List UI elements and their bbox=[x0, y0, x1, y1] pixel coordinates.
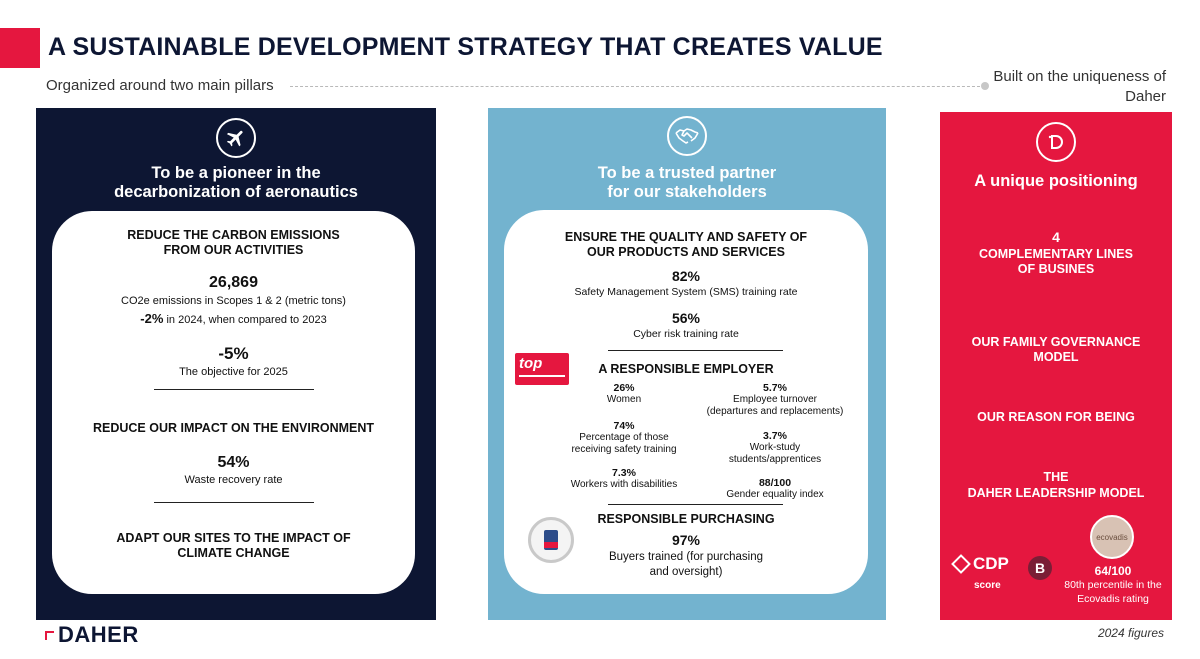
objective-value: -5% bbox=[218, 344, 249, 363]
pillar1-title-line1: To be a pioneer in the bbox=[151, 164, 321, 182]
figures-footnote: 2024 figures bbox=[1097, 626, 1164, 640]
lines-label-l1: COMPLEMENTARY LINES bbox=[979, 247, 1133, 261]
emissions-label: CO2e emissions in Scopes 1 & 2 (metric tons) bbox=[121, 295, 346, 307]
stat-work-study bbox=[690, 430, 860, 466]
buyers-value: 97% bbox=[671, 532, 701, 548]
stat-value: 7.3% bbox=[612, 467, 636, 479]
lines-label-l2: OF BUSINES bbox=[1017, 262, 1095, 276]
quality-section-title-l2: OUR PRODUCTS AND SERVICES bbox=[587, 245, 785, 259]
pillar-decarbonization bbox=[36, 108, 436, 620]
climate-section-title-l1: ADAPT OUR SITES TO THE IMPACT OF bbox=[116, 531, 351, 545]
ecovadis-medal bbox=[1090, 515, 1134, 559]
carbon-section-title-l1: REDUCE THE CARBON EMISSIONS bbox=[127, 228, 340, 242]
daher-logo bbox=[45, 622, 139, 648]
pillar1-title-line2: decarbonization of aeronautics bbox=[114, 183, 358, 201]
daher-wordmark: DAHER bbox=[58, 622, 139, 647]
stat-label: Percentage of those bbox=[579, 432, 669, 443]
governance-l1: OUR FAMILY GOVERNANCE bbox=[971, 335, 1141, 349]
divider bbox=[154, 502, 314, 503]
lines-value: 4 bbox=[1052, 229, 1060, 245]
stat-turnover bbox=[690, 382, 860, 418]
purchasing-section-title: RESPONSIBLE PURCHASING bbox=[597, 512, 775, 526]
daher-mark-icon bbox=[45, 631, 54, 640]
accent-bar bbox=[0, 28, 40, 68]
stat-label: receiving safety training bbox=[571, 444, 677, 455]
daher-d-icon bbox=[1036, 122, 1076, 162]
divider bbox=[608, 350, 783, 351]
environment-section-title: REDUCE OUR IMPACT ON THE ENVIRONMENT bbox=[92, 421, 375, 435]
buyers-label-l2: and oversight) bbox=[649, 566, 723, 578]
stat-label: Workers with disabilities bbox=[570, 479, 678, 490]
stat-value: 26% bbox=[613, 382, 635, 394]
stat-gender-equality bbox=[690, 477, 860, 501]
change-value: -2% bbox=[140, 311, 164, 326]
pillar1-card bbox=[52, 211, 415, 594]
stat-value: 3.7% bbox=[763, 430, 787, 442]
waste-label: Waste recovery rate bbox=[184, 474, 283, 486]
subtitle-right: Built on the uniqueness of Daher bbox=[993, 68, 1166, 105]
stat-value: 5.7% bbox=[763, 382, 787, 394]
change-label: in 2024, when compared to 2023 bbox=[163, 314, 327, 326]
cdp-logo bbox=[954, 554, 1026, 591]
sms-value: 82% bbox=[671, 268, 701, 284]
stat-label: Women bbox=[606, 394, 642, 405]
ecovadis-label-l1: 80th percentile in the bbox=[1064, 579, 1162, 591]
ecovadis-text: ecovadis bbox=[1096, 532, 1128, 542]
ecovadis-stat bbox=[1058, 564, 1168, 606]
pillar2-title-line1: To be a trusted partner bbox=[597, 164, 777, 182]
pillar2-title-line2: for our stakeholders bbox=[607, 183, 767, 201]
leadership-l2: DAHER LEADERSHIP MODEL bbox=[967, 486, 1145, 500]
divider bbox=[154, 389, 314, 390]
stat-women bbox=[564, 382, 684, 406]
cyber-label: Cyber risk training rate bbox=[633, 328, 739, 340]
ecovadis-value: 64/100 bbox=[1094, 564, 1132, 578]
cdp-text: CDP bbox=[973, 554, 1009, 573]
page-title: A SUSTAINABLE DEVELOPMENT STRATEGY THAT CREATES VALUE bbox=[48, 33, 883, 61]
divider bbox=[608, 504, 783, 505]
cyber-value: 56% bbox=[671, 310, 701, 326]
top-employer-text: top bbox=[519, 355, 543, 372]
airplane-icon bbox=[216, 118, 256, 158]
pillar-unique-positioning bbox=[940, 112, 1172, 620]
stat-label: students/apprentices bbox=[728, 454, 822, 465]
pillar3-title: A unique positioning bbox=[974, 172, 1138, 190]
emissions-value: 26,869 bbox=[209, 274, 258, 291]
sms-label: Safety Management System (SMS) training rate bbox=[574, 286, 798, 298]
cdp-mark-icon bbox=[951, 554, 971, 574]
employer-section-title: A RESPONSIBLE EMPLOYER bbox=[598, 362, 774, 376]
stat-value: 88/100 bbox=[758, 477, 792, 489]
stat-label: Work-study bbox=[749, 442, 801, 453]
emissions-change bbox=[52, 312, 415, 327]
waste-value: 54% bbox=[217, 454, 250, 471]
stat-safety-training bbox=[544, 420, 704, 456]
stat-label: Gender equality index bbox=[726, 489, 824, 500]
carbon-section-title-l2: FROM OUR ACTIVITIES bbox=[163, 243, 304, 257]
climate-section-title-l2: CLIMATE CHANGE bbox=[177, 546, 290, 560]
cdp-grade-badge: B bbox=[1028, 556, 1052, 580]
stat-label: Employee turnover bbox=[733, 394, 817, 405]
stat-label: (departures and replacements) bbox=[706, 406, 844, 417]
subtitle-left: Organized around two main pillars bbox=[46, 77, 274, 94]
pillar2-card bbox=[504, 210, 868, 594]
pillar-trusted-partner bbox=[488, 108, 886, 620]
objective-label: The objective for 2025 bbox=[179, 366, 288, 378]
quality-section-title-l1: ENSURE THE QUALITY AND SAFETY OF bbox=[564, 230, 808, 244]
governance-l2: MODEL bbox=[1033, 350, 1079, 364]
leadership-l1: THE bbox=[1043, 470, 1069, 484]
buyers-label-l1: Buyers trained (for purchasing bbox=[608, 551, 764, 563]
stat-value: 74% bbox=[613, 420, 635, 432]
reason-for-being: OUR REASON FOR BEING bbox=[977, 410, 1135, 424]
stat-disabilities bbox=[544, 467, 704, 491]
handshake-icon bbox=[667, 116, 707, 156]
ecovadis-label-l2: Ecovadis rating bbox=[1077, 593, 1149, 605]
cdp-score-label: score bbox=[974, 580, 1001, 591]
dashed-connector bbox=[290, 86, 985, 87]
